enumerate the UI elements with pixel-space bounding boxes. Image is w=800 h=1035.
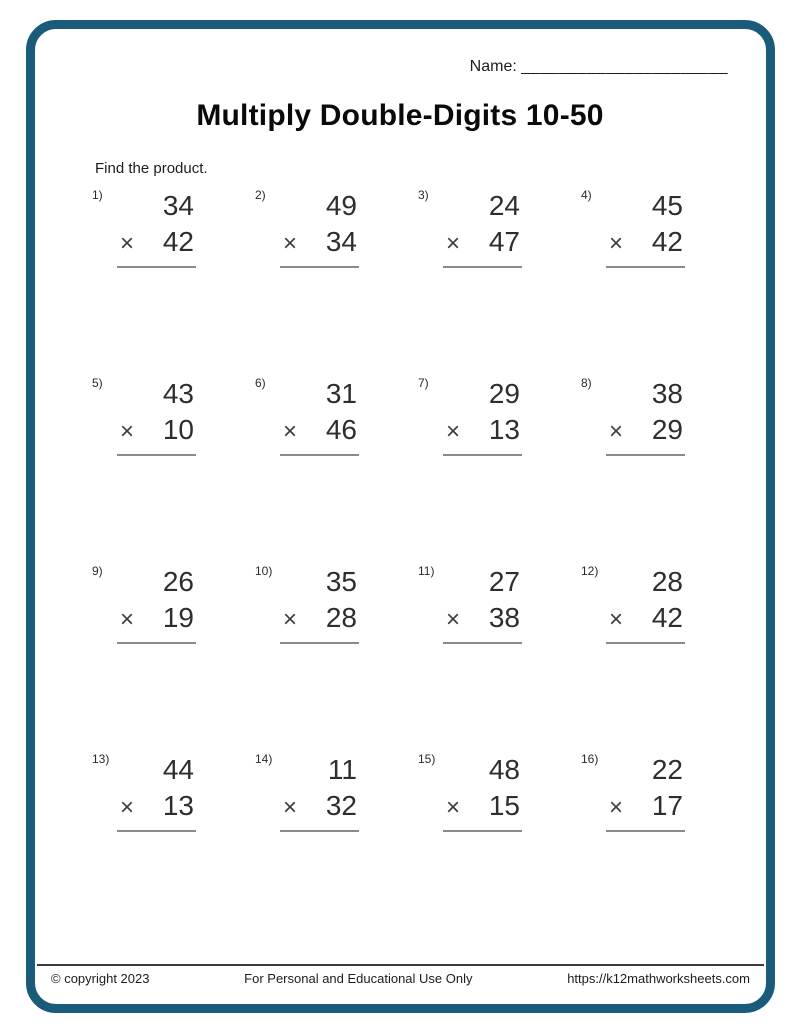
times-sign: × [609,794,624,822]
top-operand: 29 [488,378,520,409]
problem-number: 11) [418,564,435,578]
problem-work [446,750,520,832]
answer-line [606,266,685,268]
bottom-operand: 15 [488,790,520,822]
bottom-operand: 17 [651,790,683,822]
problem-cell [581,562,744,750]
problem-work [120,186,194,268]
top-operand: 22 [651,754,683,785]
problem-number: 12) [581,564,599,578]
top-operand: 26 [162,566,194,597]
problem-work [609,374,683,456]
footer-divider [37,964,764,966]
bottom-operand: 47 [488,226,520,258]
bottom-operand: 34 [325,226,357,258]
times-sign: × [120,230,135,258]
problem-work [283,750,357,832]
problem-number: 1) [92,188,103,202]
problem-cell [92,750,255,938]
times-sign: × [446,230,461,258]
problem-number: 10) [255,564,273,578]
problem-cell [92,374,255,562]
problem-cell [255,750,418,938]
problem-number: 5) [92,376,103,390]
answer-line [280,830,359,832]
answer-line [280,266,359,268]
problem-cell [418,186,581,374]
bottom-operand: 29 [651,414,683,446]
problem-work [609,562,683,644]
problem-cell [92,562,255,750]
problem-cell [581,186,744,374]
top-operand: 48 [488,754,520,785]
answer-line [606,830,685,832]
problem-number: 8) [581,376,592,390]
bottom-operand: 42 [162,226,194,258]
times-sign: × [283,230,298,258]
top-operand: 28 [651,566,683,597]
answer-line [117,454,196,456]
times-sign: × [609,606,624,634]
problems-grid [92,186,744,938]
problem-work [283,186,357,268]
problem-number: 9) [92,564,103,578]
name-label: Name: [469,58,517,75]
top-operand: 49 [325,190,357,221]
bottom-operand: 13 [488,414,520,446]
problem-work [609,750,683,832]
times-sign: × [609,230,624,258]
times-sign: × [283,418,298,446]
problem-number: 4) [581,188,592,202]
problem-number: 7) [418,376,429,390]
problem-cell [92,186,255,374]
problem-work [120,750,194,832]
bottom-operand: 42 [651,226,683,258]
problem-work [120,374,194,456]
answer-line [280,454,359,456]
problem-number: 14) [255,752,273,766]
name-blank-line: ______________________ [521,58,728,75]
problem-work [446,562,520,644]
bottom-operand: 32 [325,790,357,822]
top-operand: 11 [327,754,357,785]
top-operand: 43 [162,378,194,409]
problem-cell [418,562,581,750]
bottom-operand: 46 [325,414,357,446]
problem-number: 3) [418,188,429,202]
answer-line [117,830,196,832]
problem-cell [418,374,581,562]
problem-work [283,374,357,456]
footer-copyright: © copyright 2023 [51,971,150,986]
times-sign: × [446,418,461,446]
problem-work [446,374,520,456]
top-operand: 34 [162,190,194,221]
problem-number: 16) [581,752,599,766]
problem-cell [255,562,418,750]
answer-line [606,454,685,456]
problem-cell [255,374,418,562]
problem-number: 13) [92,752,110,766]
top-operand: 27 [488,566,520,597]
bottom-operand: 10 [162,414,194,446]
page-title: Multiply Double-Digits 10-50 [196,99,604,132]
problem-number: 15) [418,752,436,766]
top-operand: 24 [488,190,520,221]
times-sign: × [609,418,624,446]
answer-line [443,830,522,832]
times-sign: × [120,606,135,634]
bottom-operand: 19 [162,602,194,634]
answer-line [606,642,685,644]
problem-cell [581,750,744,938]
problem-number: 6) [255,376,266,390]
times-sign: × [283,606,298,634]
bottom-operand: 28 [325,602,357,634]
top-operand: 35 [325,566,357,597]
answer-line [117,266,196,268]
times-sign: × [120,418,135,446]
top-operand: 38 [651,378,683,409]
footer-website-link[interactable]: https://k12mathworksheets.com [567,971,750,986]
footer-usage-note: For Personal and Educational Use Only [244,971,473,986]
instruction-text: Find the product. [95,160,208,177]
answer-line [443,642,522,644]
top-operand: 44 [162,754,194,785]
problem-number: 2) [255,188,266,202]
problem-work [120,562,194,644]
footer [37,971,764,986]
problem-work [446,186,520,268]
bottom-operand: 42 [651,602,683,634]
problem-cell [418,750,581,938]
bottom-operand: 13 [162,790,194,822]
answer-line [443,454,522,456]
top-operand: 45 [651,190,683,221]
problem-cell [581,374,744,562]
problem-work [609,186,683,268]
bottom-operand: 38 [488,602,520,634]
problem-work [283,562,357,644]
times-sign: × [446,606,461,634]
problem-cell [255,186,418,374]
answer-line [443,266,522,268]
times-sign: × [120,794,135,822]
answer-line [280,642,359,644]
times-sign: × [283,794,298,822]
answer-line [117,642,196,644]
times-sign: × [446,794,461,822]
name-field [470,58,728,76]
top-operand: 31 [325,378,357,409]
